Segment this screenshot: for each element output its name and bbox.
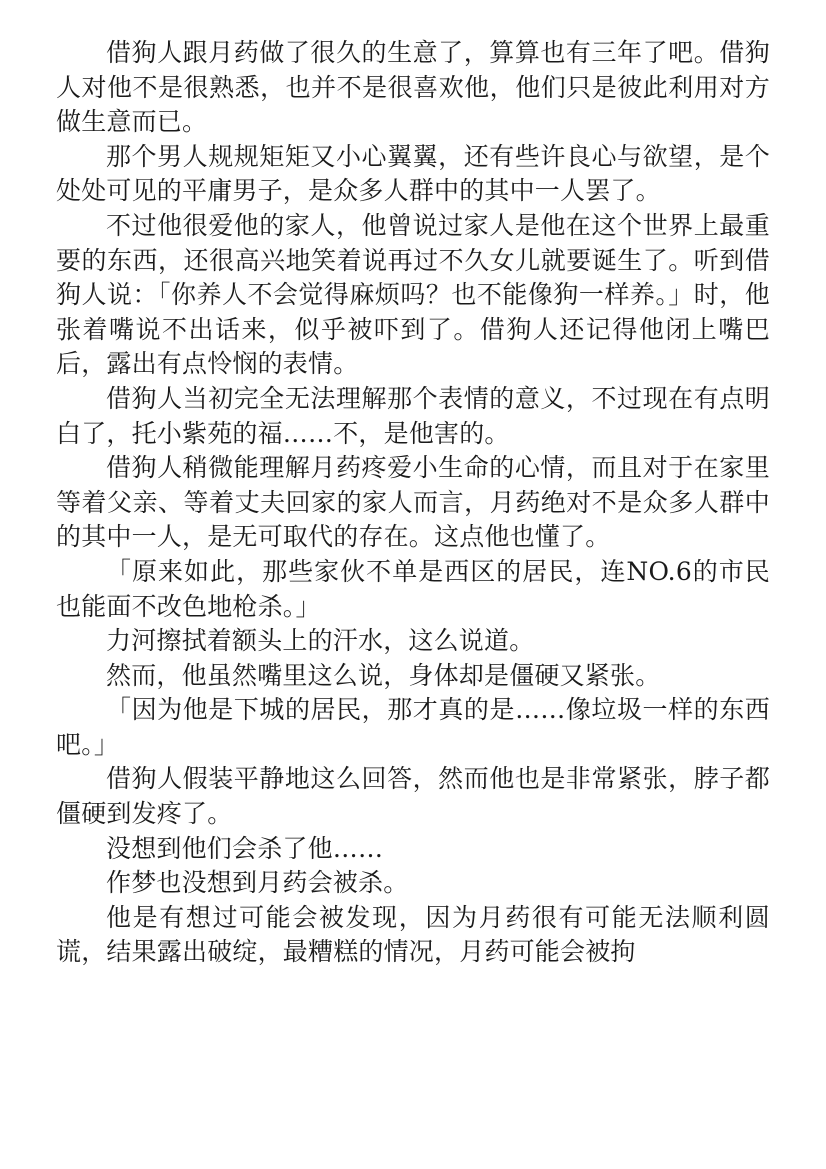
paragraph-10: 借狗人假装平静地这么回答，然而他也是非常紧张，脖子都僵硬到发疼了。	[56, 764, 770, 829]
document-page	[56, 36, 770, 970]
paragraph-8: 然而，他虽然嘴里这么说，身体却是僵硬又紧张。	[106, 660, 661, 690]
paragraph-13: 他是有想过可能会被发现，因为月药很有可能无法顺利圆谎，结果露出破绽，最糟糕的情况，月药可能会被拘	[56, 902, 770, 967]
paragraph-6: 「原来如此，那些家伙不单是西区的居民，连NO.6的市民也能面不改色地枪杀。」	[56, 556, 770, 621]
paragraph-7: 力河擦拭着额头上的汗水，这么说道。	[106, 626, 535, 656]
paragraph-9: 「因为他是下城的居民，那才真的是……像垃圾一样的东西吧。」	[56, 695, 770, 759]
paragraph-3: 不过他很爱他的家人，他曾说过家人是他在这个世界上最重要的东西，还很高兴地笑着说再过不久女儿就要诞生了。听到借狗人说：「你养人不会觉得麻烦吗？也不能像狗一样养。」时，他张着嘴说不出话来，似乎被吓到了。借狗人还记得他闭上嘴巴后，露出有点怜悯的表情。	[56, 210, 770, 379]
paragraph-5: 借狗人稍微能理解月药疼爱小生命的心情，而且对于在家里等着父亲、等着丈夫回家的家人而言，月药绝对不是众多人群中的其中一人，是无可取代的存在。这点他也懂了。	[56, 453, 770, 552]
paragraph-1: 借狗人跟月药做了很久的生意了，算算也有三年了吧。借狗人对他不是很熟悉，也并不是很喜欢他，他们只是彼此利用对方做生意而已。	[56, 38, 770, 137]
paragraph-2: 那个男人规规矩矩又小心翼翼，还有些许良心与欲望，是个处处可见的平庸男子，是众多人群中的其中一人罢了。	[56, 141, 770, 206]
paragraph-11: 没想到他们会杀了他……	[106, 833, 384, 863]
paragraph-12: 作梦也没想到月药会被杀。	[106, 868, 409, 898]
paragraph-4: 借狗人当初完全无法理解那个表情的意义，不过现在有点明白了，托小紫苑的福……不，是他害的。	[56, 383, 770, 448]
